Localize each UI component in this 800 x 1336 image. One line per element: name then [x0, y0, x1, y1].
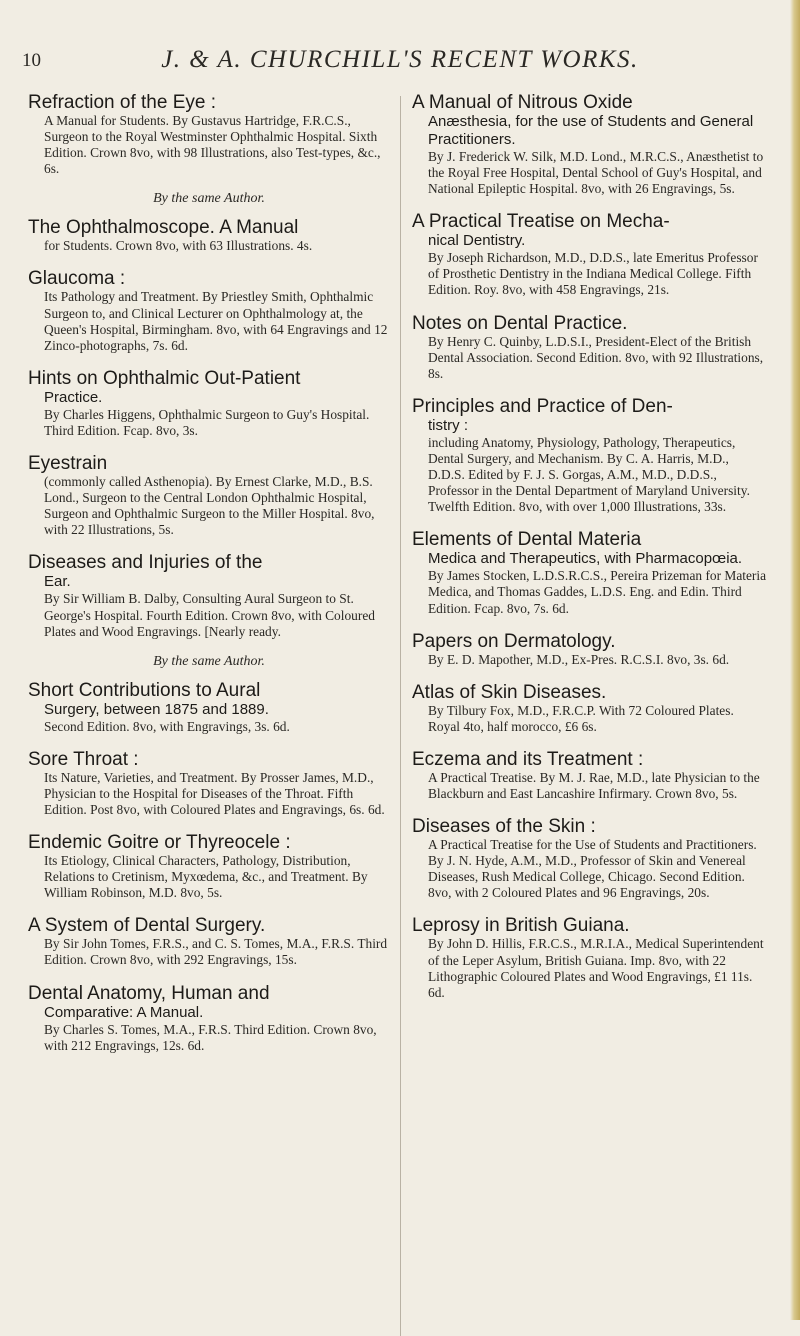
- book-entry: [28, 217, 390, 254]
- book-title-text: Leprosy in British Guiana.: [412, 915, 630, 937]
- book-entry: [412, 682, 768, 735]
- book-description: Its Pathology and Treatment. By Priestley Smith, Ophthalmic Surgeon to, and Clinical Lecturer on Ophthalmology at, the Queen's Hospital, Birmingham. 8vo, with 64 Engravings and 12 Zinco-photographs, 7s. 6d.: [44, 289, 388, 353]
- book-description: By James Stocken, L.D.S.R.C.S., Pereira Prizeman for Materia Medica, and Thomas Gaddes, L.D.S. Eng. and Edin. Third Edition. Fcap. 8vo, 7s. 6d.: [428, 568, 767, 616]
- book-description: Second Edition. 8vo, with Engravings, 3s. 6d.: [44, 718, 290, 734]
- book-description: A Practical Treatise. By M. J. Rae, M.D., late Physician to the Blackburn and East Lancashire Infirmary. Crown 8vo, 5s.: [428, 769, 760, 801]
- book-title-text: Dental Anatomy, Human and: [28, 982, 270, 1004]
- book-description: A Manual for Students. By Gustavus Hartridge, F.R.C.S., Surgeon to the Royal Westminster Ophthalmic Hospital. Sixth Edition. Crown 8vo, with 98 Illustrations, also Test-types, &c., 6s.: [44, 113, 381, 177]
- book-title: [28, 552, 390, 573]
- book-description: By Tilbury Fox, M.D., F.R.C.P. With 72 Coloured Plates. Royal 4to, half morocco, £6 6s.: [428, 702, 734, 734]
- book-title-text: Principles and Practice of Den-: [412, 395, 673, 417]
- book-description: including Anatomy, Physiology, Pathology, Therapeutics, Dental Surgery, and Mechanism. By C. A. Harris, M.D., D.D.S. Edited by F. J. S. Gorgas, A.M., M.D., D.D.S., Professor in the Dental Department of Maryland University. Twelfth Edition. 8vo, with over 1,000 Illustrations, 33s.: [428, 434, 750, 515]
- book-description: By Sir John Tomes, F.R.S., and C. S. Tomes, M.A., F.R.S. Third Edition. Crown 8vo, with 292 Engravings, 15s.: [44, 936, 388, 968]
- book-entry: [28, 552, 390, 639]
- book-description: By Sir William B. Dalby, Consulting Aural Surgeon to St. George's Hospital. Fourth Edition. Crown 8vo, with Coloured Plates and Wood Engravings. [Nearly ready.: [44, 591, 375, 639]
- book-title: [412, 915, 768, 936]
- book-entry: [412, 211, 768, 298]
- book-description: Its Etiology, Clinical Characters, Pathology, Distribution, Relations to Cretinism, Myxœdema, &c., and Treatment. By William Robinson, M.D. 8vo, 5s.: [44, 853, 368, 901]
- book-title: [28, 983, 390, 1004]
- book-entry: [412, 529, 768, 616]
- book-entry: [28, 749, 390, 818]
- book-subtitle: tistry :: [428, 416, 468, 434]
- book-title-text: Atlas of Skin Diseases.: [412, 681, 607, 703]
- book-title: [28, 915, 390, 936]
- book-entry: [412, 816, 768, 901]
- column-divider: [400, 96, 401, 1336]
- book-title-text: A System of Dental Surgery.: [28, 915, 266, 937]
- book-title-text: Eczema and its Treatment :: [412, 748, 644, 770]
- left-column: [28, 92, 390, 1068]
- book-title: [412, 529, 768, 550]
- book-subtitle: Practice.: [44, 388, 103, 406]
- book-title-text: Glaucoma :: [28, 268, 126, 290]
- book-title-text: Refraction of the Eye :: [28, 92, 216, 113]
- book-entry: [412, 749, 768, 802]
- page-edge: [790, 0, 800, 1320]
- book-entry: [412, 915, 768, 1000]
- book-description: By Henry C. Quinby, L.D.S.I., President-Elect of the British Dental Association. Second Edition. 8vo, with 92 Illustrations, 8s.: [428, 333, 764, 381]
- book-description: By John D. Hillis, F.R.C.S., M.R.I.A., Medical Superintendent of the Leper Asylum, British Guiana. Imp. 8vo, with 22 Lithographic Coloured Plates and Wood Engravings, £1 11s. 6d.: [428, 936, 764, 1000]
- book-title: [28, 680, 390, 701]
- book-description: By E. D. Mapother, M.D., Ex-Pres. R.C.S.I. 8vo, 3s. 6d.: [428, 651, 730, 667]
- book-description: A Practical Treatise for the Use of Students and Practitioners. By J. N. Hyde, A.M., M.D., Professor of Skin and Venereal Diseases, Rush Medical College, Chicago. Second Edition. 8vo, with 2 Coloured Plates and 96 Engravings, 20s.: [428, 837, 757, 901]
- book-title-text: A Manual of Nitrous Oxide: [412, 92, 633, 113]
- page-number: 10: [22, 50, 41, 71]
- book-description: By Joseph Richardson, M.D., D.D.S., late Emeritus Professor of Prosthetic Dentistry in the Indiana Medical College. Fifth Edition. Roy. 8vo, with 458 Engravings, 21s.: [428, 250, 758, 298]
- book-subtitle: Medica and Therapeutics, with Pharmacopœia.: [428, 550, 743, 568]
- book-title: [28, 92, 390, 113]
- author-byline: By the same Author.: [153, 653, 265, 669]
- right-column: [412, 92, 768, 1015]
- book-entry: [28, 832, 390, 901]
- book-subtitle: Comparative: A Manual.: [44, 1003, 204, 1021]
- book-description: (commonly called Asthenopia). By Ernest Clarke, M.D., B.S. Lond., Surgeon to the Central London Ophthalmic Hospital, Surgeon and Ophthalmic Surgeon to the Miller Hospital. 8vo, with 22 Illustrations, 5s.: [44, 474, 375, 538]
- book-title: [412, 92, 768, 113]
- book-title-text: Short Contributions to Aural: [28, 679, 261, 701]
- book-title-text: Hints on Ophthalmic Out-Patient: [28, 367, 301, 389]
- book-entry: [28, 92, 390, 177]
- book-title: [412, 313, 768, 334]
- book-title: [28, 217, 390, 238]
- book-title-text: Diseases of the Skin :: [412, 816, 596, 838]
- book-description: By J. Frederick W. Silk, M.D. Lond., M.R.C.S., Anæsthetist to the Royal Free Hospital, Dental School of Guy's Hospital, and National Epileptic Hospital. 8vo, with 26 Engravings, 5s.: [428, 149, 764, 197]
- book-entry: [412, 92, 768, 197]
- book-title: [412, 631, 768, 652]
- book-title: [28, 368, 390, 389]
- book-entry: [28, 680, 390, 735]
- book-title-text: Endemic Goitre or Thyreocele :: [28, 832, 291, 854]
- book-entry: [28, 915, 390, 968]
- book-subtitle: Surgery, between 1875 and 1889.: [44, 700, 269, 718]
- running-head: J. & A. CHURCHILL'S RECENT WORKS.: [161, 46, 639, 73]
- author-byline: By the same Author.: [153, 191, 265, 207]
- book-title-text: Papers on Dermatology.: [412, 630, 616, 652]
- book-subtitle: nical Dentistry.: [428, 232, 526, 250]
- book-title-text: Sore Throat :: [28, 748, 139, 770]
- book-description: By Charles Higgens, Ophthalmic Surgeon to Guy's Hospital. Third Edition. Fcap. 8vo, 3s.: [44, 406, 370, 438]
- book-title: [28, 749, 390, 770]
- book-title-text: Elements of Dental Materia: [412, 529, 642, 551]
- book-title-text: Notes on Dental Practice.: [412, 312, 628, 334]
- book-entry: [28, 368, 390, 439]
- book-description: By Charles S. Tomes, M.A., F.R.S. Third Edition. Crown 8vo, with 212 Engravings, 12s. 6d.: [44, 1021, 377, 1053]
- book-entry: [28, 268, 390, 353]
- book-title: [28, 832, 390, 853]
- book-description: Its Nature, Varieties, and Treatment. By Prosser James, M.D., Physician to the Hospital for Diseases of the Throat. Fifth Edition. Post 8vo, with Coloured Plates and Engravings, 6s. 6d.: [44, 769, 385, 817]
- book-entry: [412, 313, 768, 382]
- book-subtitle: Ear.: [44, 573, 71, 591]
- book-title: [28, 268, 390, 289]
- book-entry: [412, 631, 768, 668]
- book-title: [412, 396, 768, 417]
- book-subtitle: Anæsthesia, for the use of Students and General Practitioners.: [428, 113, 754, 148]
- book-title-text: The Ophthalmoscope.: [28, 217, 215, 239]
- book-title: [412, 816, 768, 837]
- book-title-text: Eyestrain: [28, 453, 108, 475]
- book-title: [412, 211, 768, 232]
- book-entry: [412, 396, 768, 515]
- book-title: [412, 749, 768, 770]
- book-entry: [28, 453, 390, 538]
- book-title-tail: A Manual: [219, 217, 299, 239]
- book-title-text: Diseases and Injuries of the: [28, 552, 263, 574]
- book-title-text: A Practical Treatise on Mecha-: [412, 211, 670, 233]
- book-title: [28, 453, 390, 474]
- book-description: for Students. Crown 8vo, with 63 Illustrations. 4s.: [44, 238, 313, 254]
- book-entry: [28, 983, 390, 1054]
- book-title: [412, 682, 768, 703]
